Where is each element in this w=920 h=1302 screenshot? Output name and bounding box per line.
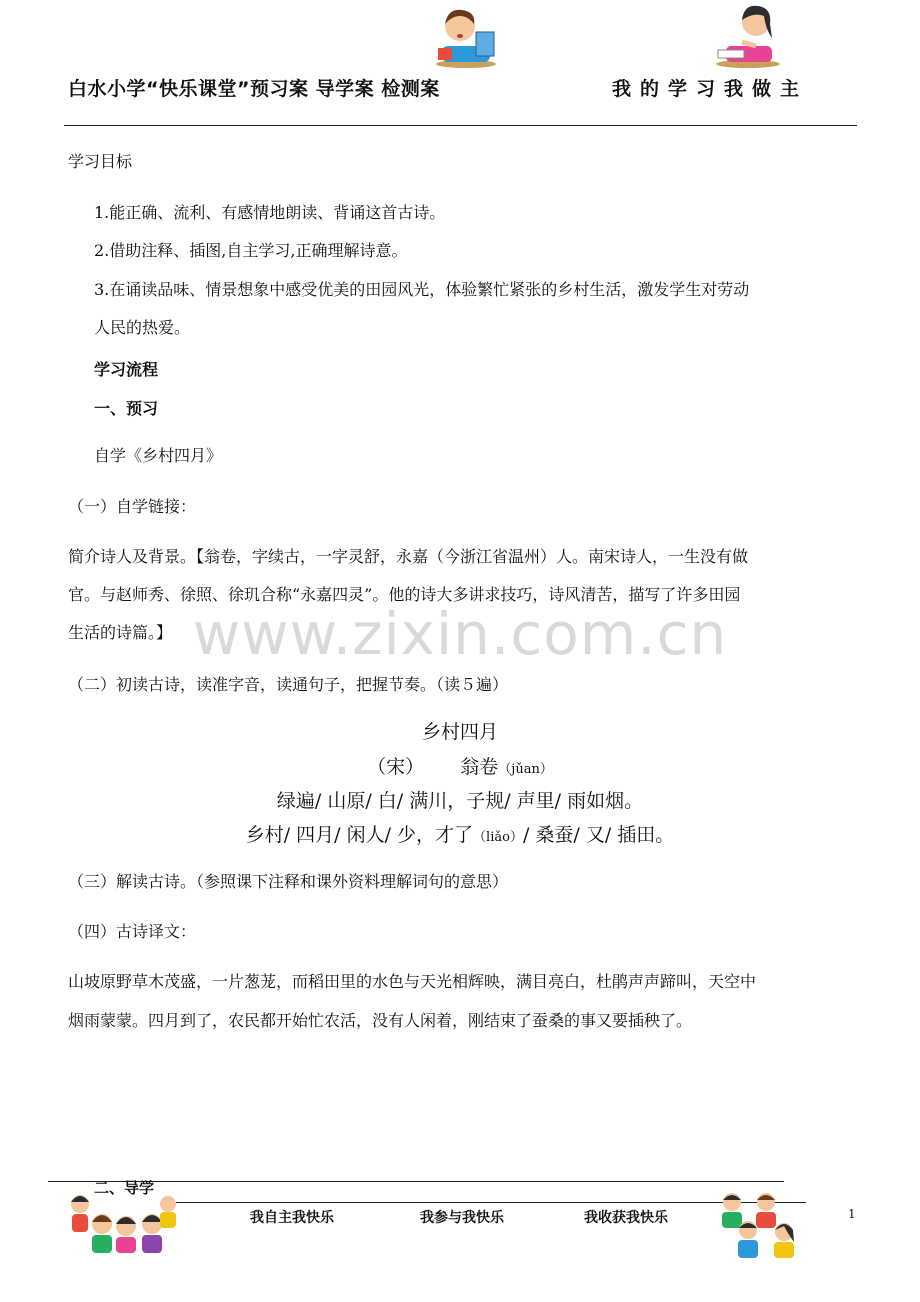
intro-line-2: 官。与赵师秀、徐照、徐玑合称“永嘉四灵”。他的诗大多讲求技巧，诗风清苦，描写了许多田园: [68, 585, 741, 604]
goal-item-3-cont: 人民的热爱。: [94, 318, 191, 337]
poem-author-pinyin: （jǔan）: [498, 762, 553, 777]
footer-slogan-1: 我自主我快乐: [250, 1210, 334, 1226]
poem-author-line: [0, 752, 920, 779]
part2-heading: 二、导学: [94, 1179, 155, 1197]
goal-item-3: 3.在诵读品味、情景想象中感受优美的田园风光，体验繁忙紧张的乡村生活，激发学生对劳动: [94, 280, 750, 299]
intro-line-1: 简介诗人及背景。【翁卷，字续古，一字灵舒，永嘉（今浙江省温州）人。南宋诗人，一生没有做: [68, 547, 749, 566]
poem-line-2: [0, 820, 920, 847]
footer-divider: [176, 1202, 806, 1203]
self-study-title: 自学《乡村四月》: [94, 446, 223, 465]
link-heading: （一）自学链接：: [68, 497, 197, 516]
children-group-illustration: [64, 1188, 182, 1256]
goal-item-1: 1.能正确、流利、有感情地朗读、背诵这首古诗。: [94, 203, 446, 222]
poem-line-2-a: 乡村/ 四月/ 闲人/ 少，才了: [245, 824, 474, 846]
poem-title: 乡村四月: [421, 721, 498, 743]
girl-writing-illustration: [712, 2, 784, 68]
poem-dynasty: （宋）: [367, 756, 425, 778]
footer-divider-top: [48, 1181, 784, 1182]
goals-heading: 学习目标: [68, 152, 133, 171]
read-heading: （二）初读古诗，读准字音，读通句子，把握节奏。（读５遍）: [68, 675, 509, 694]
footer-slogan-2: 我参与我快乐: [420, 1210, 504, 1226]
poem-line-2-b: / 桑蚕/ 又/ 插田。: [522, 824, 675, 846]
footer-slogan-3: 我收获我快乐: [584, 1210, 668, 1226]
intro-line-3: 生活的诗篇。】: [68, 623, 173, 642]
translation-heading: （四）古诗译文：: [68, 922, 197, 941]
translation-line-1: 山坡原野草木茂盛，一片葱茏，而稻田里的水色与天光相辉映，满目亮白，杜鹃声声蹄叫，天空中: [68, 972, 757, 991]
goal-item-2: 2.借助注释、插图,自主学习,正确理解诗意。: [94, 241, 408, 260]
boy-reading-illustration: [432, 4, 504, 68]
header-motto: 我的学习我做主: [612, 78, 809, 100]
children-talking-illustration: [714, 1190, 806, 1260]
part1-heading: 一、预习: [94, 399, 159, 418]
poem-line-1: 绿遍/ 山原/ 白/ 满川，子规/ 声里/ 雨如烟。: [276, 790, 644, 812]
page-number: 1: [848, 1207, 856, 1221]
translation-line-2: 烟雨蒙蒙。四月到了，农民都开始忙农活，没有人闲着，刚结束了蚕桑的事又要插秧了。: [68, 1011, 693, 1030]
header-divider: [64, 125, 857, 126]
poem-author: 翁卷: [460, 756, 499, 778]
header-title: 白水小学“快乐课堂”预习案 导学案 检测案: [68, 78, 440, 100]
poem-line-2-pinyin: （liǎo）: [473, 830, 523, 845]
watermark: www.zixin.com.cn: [192, 600, 728, 668]
flow-heading: 学习流程: [94, 360, 159, 379]
interpret-heading: （三）解读古诗。（参照课下注释和课外资料理解词句的意思）: [68, 872, 509, 891]
